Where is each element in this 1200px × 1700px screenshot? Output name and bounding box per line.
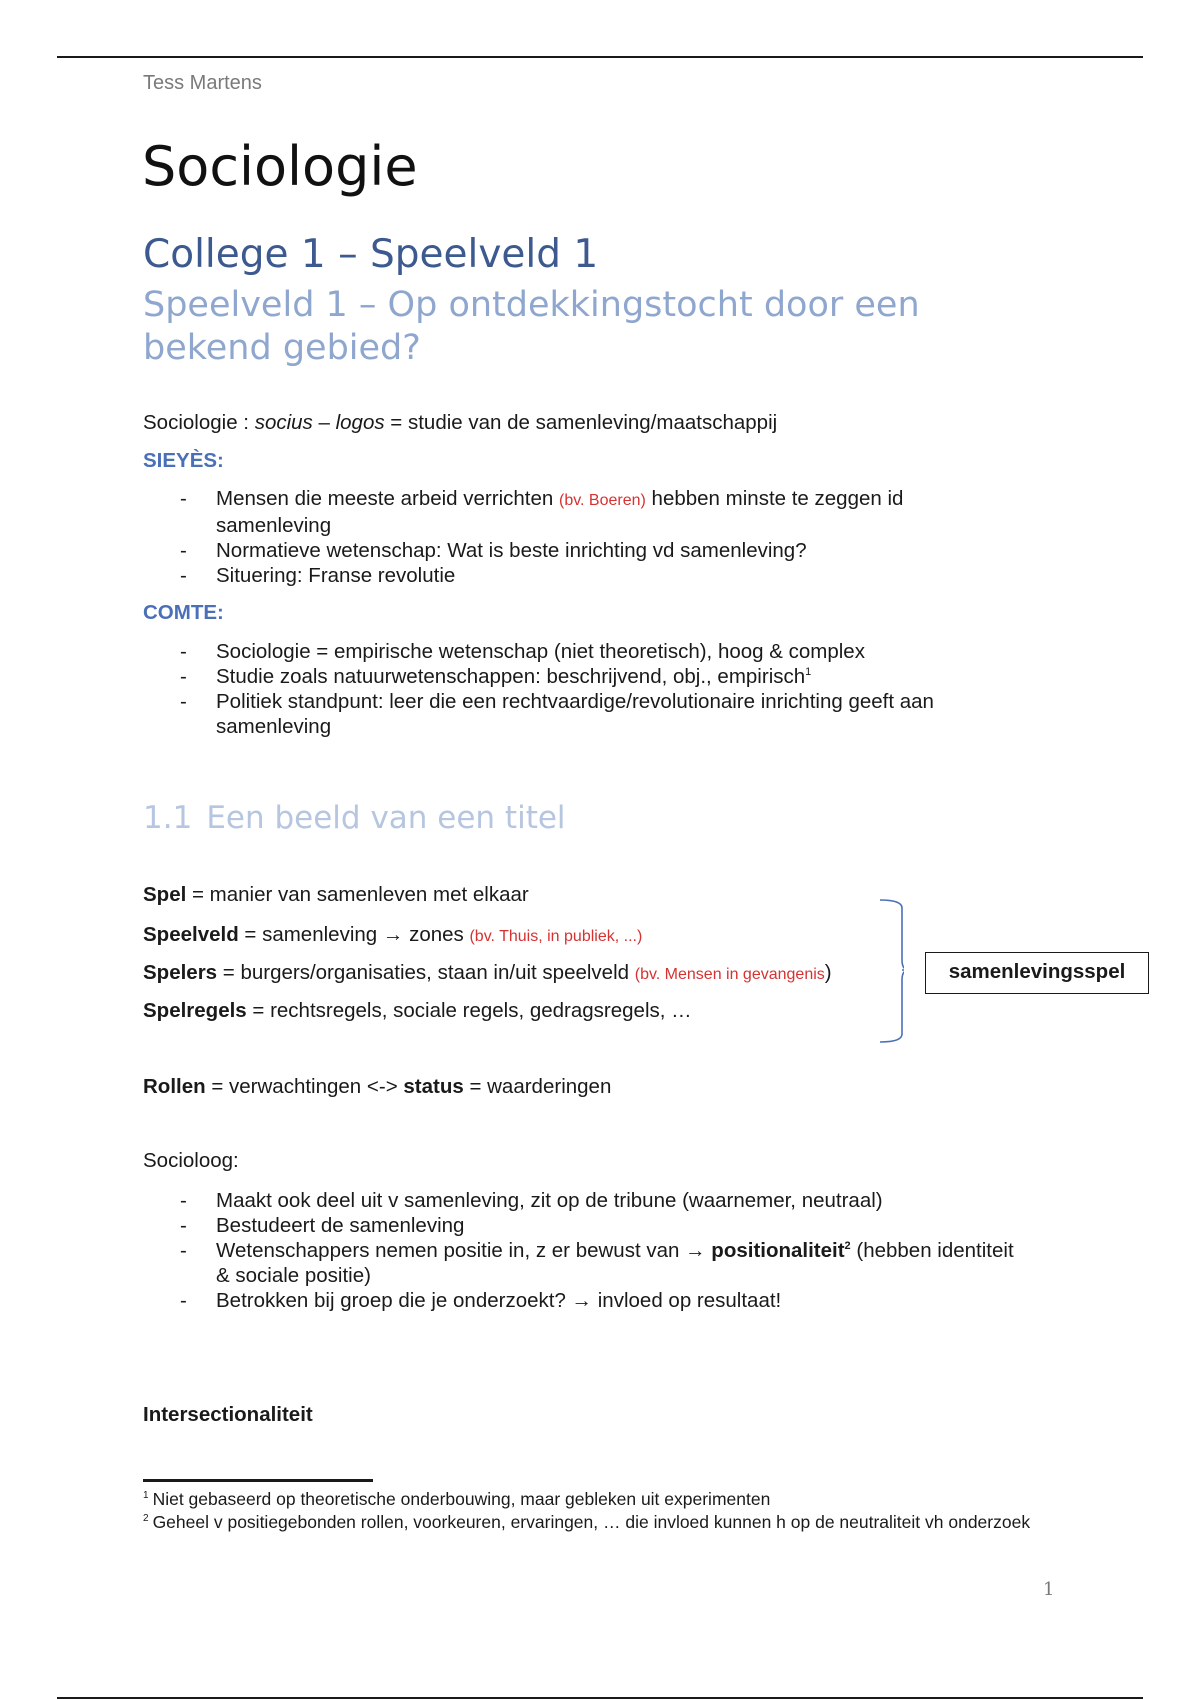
list-item bbox=[143, 563, 1023, 588]
section-heading-1-1 bbox=[143, 800, 566, 837]
heading-speelveld: Speelveld 1 – Op ontdekkingstocht door een bekend gebied? bbox=[143, 285, 920, 368]
def-rollen: = verwachtingen <-> bbox=[205, 1075, 404, 1098]
footnote-1 bbox=[143, 1488, 1063, 1511]
term-rollen: Rollen bbox=[143, 1075, 206, 1098]
socioloog-item3-text: Wetenschappers nemen positie in, z er bewust van → bbox=[216, 1239, 712, 1262]
footnote-ref-1[interactable]: 1 bbox=[805, 666, 812, 679]
term-speelveld: Speelveld bbox=[143, 923, 239, 946]
list-item bbox=[143, 486, 1023, 538]
label-socioloog: Socioloog: bbox=[143, 1149, 239, 1172]
definition-spelers bbox=[143, 960, 832, 988]
section-number: 1.1 bbox=[143, 800, 193, 836]
rollen-paragraph bbox=[143, 1074, 611, 1100]
footnote-2-number: 2 bbox=[143, 1513, 149, 1525]
list-item bbox=[143, 1213, 1023, 1238]
socioloog-item2-text: Bestudeert de samenleving bbox=[216, 1214, 465, 1237]
def-spelregels: = rechtsregels, sociale regels, gedragsregels, … bbox=[246, 999, 692, 1022]
term-positionaliteit: positionaliteit bbox=[711, 1239, 845, 1262]
sieyes-item2-text: Normatieve wetenschap: Wat is beste inrichting vd samenleving? bbox=[216, 539, 807, 562]
term-spel: Spel bbox=[143, 883, 187, 906]
intro-lead: Sociologie : bbox=[143, 411, 255, 434]
list-item bbox=[143, 1238, 1023, 1288]
samenlevingsspel-box: samenlevingsspel bbox=[925, 952, 1149, 994]
section-title: Een beeld van een titel bbox=[206, 800, 566, 836]
term-spelers: Spelers bbox=[143, 961, 218, 984]
footnote-1-number: 1 bbox=[143, 1490, 149, 1502]
definition-spel bbox=[143, 882, 529, 908]
document-title: Sociologie bbox=[142, 135, 418, 198]
socioloog-list bbox=[143, 1188, 1023, 1313]
intro-definition: = studie van de samenleving/maatschappij bbox=[384, 411, 778, 434]
sieyes-item1-text: Mensen die meeste arbeid verrichten bbox=[216, 487, 559, 510]
intro-paragraph bbox=[143, 410, 777, 436]
label-sieyes: SIEYÈS: bbox=[143, 449, 224, 472]
footnote-2-text: Geheel v positiegebonden rollen, voorkeuren, ervaringen, … die invloed kunnen h op de neutraliteit vh onderzoek bbox=[152, 1512, 1031, 1532]
header-author: Tess Martens bbox=[143, 72, 262, 94]
footnote-separator bbox=[143, 1479, 373, 1482]
intro-term-logos: logos bbox=[335, 411, 385, 434]
def-status: = waarderingen bbox=[463, 1075, 612, 1098]
spelers-example: (bv. Mensen in gevangenis bbox=[634, 966, 825, 983]
right-brace-icon bbox=[868, 898, 904, 1044]
def-spel: = manier van samenleven met elkaar bbox=[186, 883, 529, 906]
socioloog-item3-rest: (hebben identiteit & sociale positie) bbox=[216, 1239, 1014, 1287]
list-item bbox=[143, 664, 1023, 689]
footnote-1-text: Niet gebaseerd op theoretische onderbouwing, maar gebleken uit experimenten bbox=[152, 1489, 771, 1509]
term-status: status bbox=[403, 1075, 464, 1098]
spelers-close-paren: ) bbox=[824, 961, 832, 984]
footnote-2 bbox=[143, 1511, 1063, 1534]
def-speelveld: = samenleving → zones bbox=[238, 923, 470, 946]
socioloog-item4-text: Betrokken bij groep die je onderzoekt? → invloed op resultaat! bbox=[216, 1289, 782, 1312]
comte-item2-text: Studie zoals natuurwetenschappen: beschrijvend, obj., empirisch bbox=[216, 665, 806, 688]
label-comte: COMTE: bbox=[143, 601, 224, 624]
sieyes-item3-text: Situering: Franse revolutie bbox=[216, 564, 456, 587]
speelveld-example: (bv. Thuis, in publiek, ...) bbox=[469, 928, 643, 945]
list-item bbox=[143, 639, 1023, 664]
term-spelregels: Spelregels bbox=[143, 999, 247, 1022]
heading-college: College 1 – Speelveld 1 bbox=[143, 232, 599, 277]
heading-intersectionaliteit: Intersectionaliteit bbox=[143, 1403, 313, 1426]
sieyes-list bbox=[143, 486, 1023, 588]
list-item bbox=[143, 538, 1023, 563]
comte-item1-text: Sociologie = empirische wetenschap (niet theoretisch), hoog & complex bbox=[216, 640, 865, 663]
def-spelers: = burgers/organisaties, staan in/uit speelveld bbox=[217, 961, 635, 984]
socioloog-item1-text: Maakt ook deel uit v samenleving, zit op de tribune (waarnemer, neutraal) bbox=[216, 1189, 883, 1212]
footer-rule bbox=[57, 1697, 1143, 1699]
intro-term-socius: socius bbox=[254, 411, 313, 434]
comte-item3-text: Politiek standpunt: leer die een rechtvaardige/revolutionaire inrichting geeft aan samenleving bbox=[216, 690, 934, 738]
list-item bbox=[143, 1188, 1023, 1213]
sieyes-item1-example: (bv. Boeren) bbox=[559, 492, 646, 509]
sieyes-item1-rest: hebben minste te zeggen id samenleving bbox=[216, 487, 904, 537]
page-number: 1 bbox=[1043, 1579, 1055, 1600]
list-item bbox=[143, 1288, 1023, 1313]
definition-spelregels bbox=[143, 998, 692, 1024]
comte-list bbox=[143, 639, 1023, 739]
list-item bbox=[143, 689, 1023, 739]
definition-speelveld bbox=[143, 922, 642, 950]
footnote-ref-2[interactable]: 2 bbox=[844, 1240, 851, 1253]
header-rule bbox=[57, 56, 1143, 58]
intro-dash: – bbox=[312, 411, 336, 434]
